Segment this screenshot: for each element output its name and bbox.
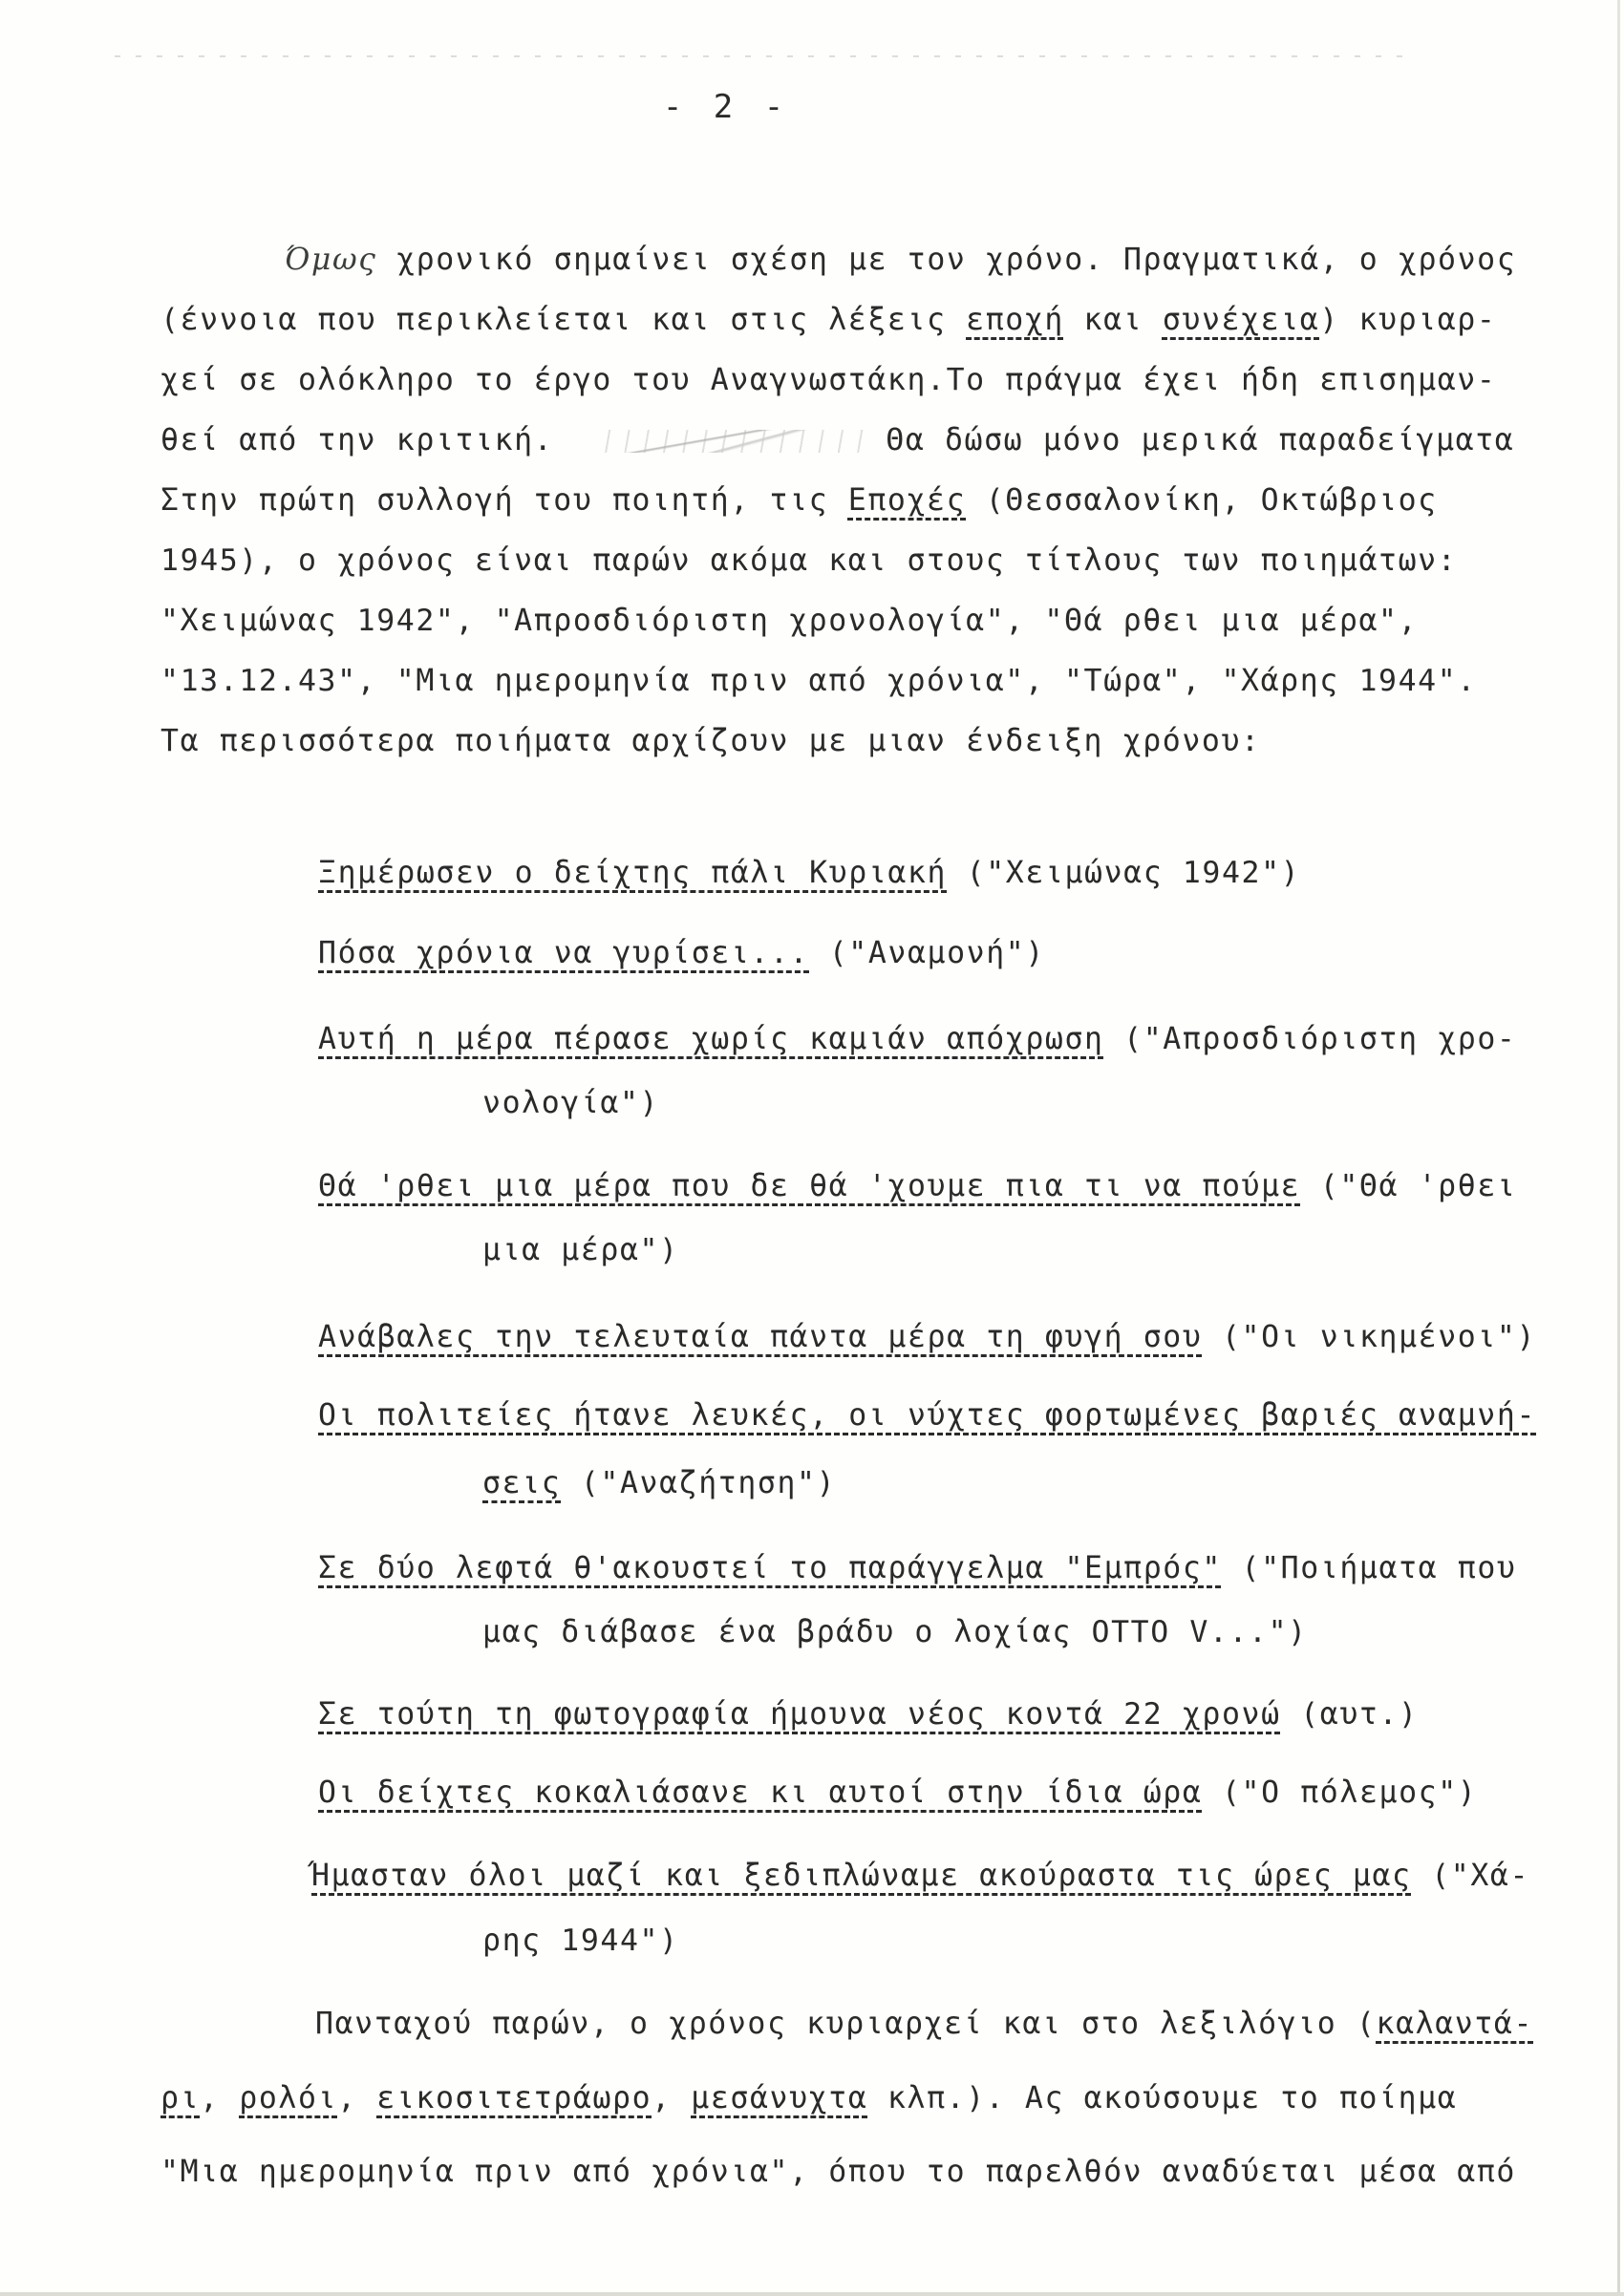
page-edge-right: [1617, 0, 1620, 2296]
text: ,: [652, 2081, 692, 2115]
text: Στην πρώτη συλλογή του ποιητή, τις: [160, 483, 848, 518]
underlined-word: συνέχεια: [1162, 303, 1320, 337]
quote-text: Αυτή η μέρα πέρασε χωρίς καμιάν απόχρωση: [318, 1022, 1104, 1056]
text: ,: [337, 2081, 377, 2115]
quote-source: ("Χειμώνας 1942"): [947, 856, 1301, 890]
quote-text: Ανάβαλες την τελευταία πάντα μέρα τη φυγή σου: [318, 1320, 1203, 1354]
paragraph1-line4: [160, 421, 1514, 459]
text: ) κυριαρ-: [1319, 303, 1497, 337]
paragraph1-line8: "13.12.43", "Μια ημερομηνία πριν από χρόνια", "Τώρα", "Χάρης 1944".: [160, 664, 1477, 698]
page-edge-bottom: [0, 2292, 1624, 2296]
quote-text: Σε δύο λεφτά θ'ακουστεί το παράγγελμα "Εμπρός": [318, 1551, 1222, 1585]
quote-text: Οι δείχτες κοκαλιάσανε κι αυτοί στην ίδια ώρα: [318, 1775, 1203, 1810]
quote-source: ("Οι νικημένοι"): [1202, 1320, 1537, 1354]
quote-text: Οι πολιτείες ήτανε λευκές, οι νύχτες φορτωμένες βαριές αναμνή-: [318, 1398, 1537, 1433]
paragraph1-line2: [160, 301, 1496, 339]
scan-artifact-top: [115, 55, 1404, 57]
quote-line: [318, 1695, 1419, 1733]
text: Θα δώσω μόνο μερικά παραδείγματα: [886, 423, 1515, 457]
quote-continuation: μια μέρα"): [482, 1233, 679, 1267]
text: και: [1063, 303, 1163, 337]
quote-line: [318, 854, 1300, 892]
underlined-word: ρολόι: [239, 2081, 338, 2115]
quote-text: Σε τούτη τη φωτογραφία ήμουνα νέος κοντά 22 χρονώ: [318, 1697, 1281, 1732]
paragraph1-line5: [160, 481, 1438, 520]
page-number: - 2 -: [662, 88, 790, 126]
underlined-word: εποχή: [966, 303, 1064, 337]
paragraph1-line3: χεί σε ολόκληρο το έργο του Αναγνωστάκη.Το πράγμα έχει ήδη επισημαν-: [160, 363, 1497, 397]
paragraph2-line3: "Μια ημερομηνία πριν από χρόνια", όπου το παρελθόν αναδύεται μέσα από: [160, 2155, 1516, 2189]
quote-source: ("Χά-: [1411, 1859, 1530, 1893]
underlined-word: εικοσιτετράωρο: [376, 2081, 652, 2115]
quote-source: ("Αναμονή"): [809, 936, 1045, 970]
quote-continuation: μας διάβασε ένα βράδυ ο λοχίας OTTO V..."): [482, 1615, 1308, 1649]
text: (έννοια που περικλείεται και στις λέξεις: [160, 303, 967, 337]
text: θεί από την κριτική.: [160, 423, 554, 457]
quote-line: [318, 1020, 1516, 1058]
underlined-word: Εποχές: [847, 483, 967, 518]
quote-line: [318, 1774, 1477, 1812]
quote-text: Ήμασταν όλοι μαζί και ξεδιπλώναμε ακούραστα τις ώρες μας: [311, 1859, 1412, 1893]
quote-source: ("Ο πόλεμος"): [1202, 1775, 1478, 1810]
quote-line: [311, 1857, 1529, 1895]
quote-source: ("Αναζήτηση"): [561, 1466, 837, 1500]
quote-line: [318, 1167, 1516, 1205]
underlined-word: καλαντά-: [1376, 2007, 1534, 2041]
text: (Θεσσαλονίκη, Οκτώβριος: [966, 483, 1438, 518]
quote-text: Πόσα χρόνια να γυρίσει...: [318, 936, 810, 970]
quote-continuation: ρης 1944"): [482, 1924, 679, 1958]
paragraph1-line9: Τα περισσότερα ποιήματα αρχίζουν με μιαν ένδειξη χρόνου:: [160, 724, 1261, 758]
paragraph1-line1: [285, 241, 1516, 279]
paragraph2-line2: [160, 2079, 1457, 2117]
paragraph1-line7: "Χειμώνας 1942", "Απροσδιόριστη χρονολογία", "Θά ρθει μια μέρα",: [160, 604, 1419, 638]
quote-text: Ξημέρωσεν ο δείχτης πάλι Κυριακή: [318, 856, 948, 890]
text: χρονικό σημαίνει σχέση με τον χρόνο. Πραγματικά, ο χρόνος: [376, 243, 1517, 277]
quote-line: [318, 1318, 1536, 1356]
quote-source: ("Θά 'ρθει: [1300, 1169, 1517, 1203]
quote-line: [318, 1549, 1516, 1587]
quote-source: ("Απροσδιόριστη χρο-: [1103, 1022, 1517, 1056]
quote-continuation: νολογία"): [482, 1086, 660, 1120]
text: κλπ.). Ας ακούσουμε το ποίημα: [867, 2081, 1458, 2115]
erased-text-smudge: [591, 430, 868, 453]
quote-text: σεις: [482, 1466, 562, 1500]
quote-continuation: [482, 1464, 836, 1502]
underlined-word: μεσάνυχτα: [691, 2081, 868, 2115]
paragraph1-line6: 1945), ο χρόνος είναι παρών ακόμα και στους τίτλους των ποιημάτων:: [160, 543, 1458, 578]
quote-line: [318, 1396, 1536, 1435]
quote-text: Θά 'ρθει μια μέρα που δε θά 'χουμε πια τι να πούμε: [318, 1169, 1301, 1203]
quote-line: [318, 934, 1045, 972]
paragraph2-line1: [315, 2005, 1533, 2043]
handwritten-word: Όμως: [285, 243, 377, 277]
quote-source: (αυτ.): [1280, 1697, 1419, 1732]
text: Πανταχού παρών, ο χρόνος κυριαρχεί και στο λεξιλόγιο (: [315, 2007, 1377, 2041]
underlined-word: ρι: [160, 2081, 201, 2115]
quote-source: ("Ποιήματα που: [1221, 1551, 1517, 1585]
text: ,: [200, 2081, 240, 2115]
